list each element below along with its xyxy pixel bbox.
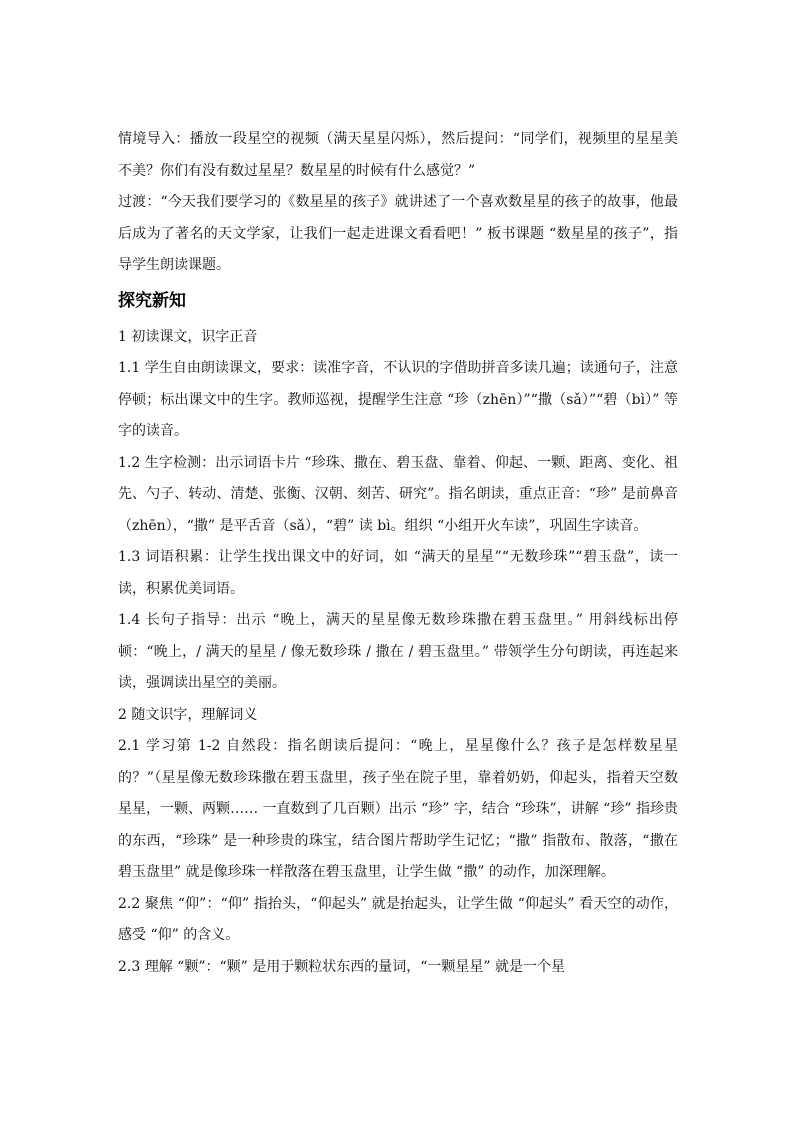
section-1-title: 1 初读课文，识字正音: [118, 328, 258, 345]
transition-paragraph: 过渡：“今天我们要学习的《数星星的孩子》就讲述了一个喜欢数星星的孩子的故事，他最后成为了著名的天文学家，让我们一起走进课文看看吧！” 板书课题 “数星星的孩子”，指导学生朗读课题。: [118, 194, 678, 273]
list-item: 1.1 学生自由朗读课文，要求：读准字音，不认识的字借助拼音多读几遍；读通句子，注意停顿；标出课文中的生字。教师巡视，提醒学生注意 “珍（zhēn）”“撒（sǎ）”“碧（bì）” 等字的读音。: [118, 360, 678, 439]
document-body: [118, 124, 678, 983]
list-item: 1.4 长句子指导：出示 “晚上，满天的星星像无数珍珠撒在碧玉盘里。” 用斜线标出停顿：“晚上，/ 满天的星星 / 像无数珍珠 / 撒在 / 碧玉盘里。” 带领学生分句朗读，再连起来读，强调读出星空的美丽。: [118, 612, 678, 691]
intro-paragraph: 情境导入：播放一段星空的视频（满天星星闪烁），然后提问：“同学们，视频里的星星美不美？你们有没有数过星星？数星星的时候有什么感觉？”: [118, 131, 678, 179]
list-item: 1.3 词语积累：让学生找出课文中的好词，如 “满天的星星”“无数珍珠”“碧玉盘”，读一读，积累优美词语。: [118, 549, 678, 597]
list-item: 1.2 生字检测：出示词语卡片 “珍珠、撒在、碧玉盘、靠着、仰起、一颗、距离、变化、祖先、勺子、转动、清楚、张衡、汉朝、刻苦、研究”。指名朗读，重点正音：“珍” 是前鼻音（zhēn），“撒” 是平舌音（sǎ），“碧” 读 bì。组织 “小组开火车读”，巩固生字读音。: [118, 454, 678, 534]
list-item: 2.1 学习第 1-2 自然段：指名朗读后提问：“晚上，星星像什么？孩子是怎样数星星的？”（星星像无数珍珠撒在碧玉盘里，孩子坐在院子里，靠着奶奶，仰起头，指着天空数星星，一颗、两颗…… 一直数到了几百颗）出示 “珍” 字，结合 “珍珠”，讲解 “珍” 指珍贵的东西，“珍珠” 是一种珍贵的珠宝，结合图片帮助学生记忆；“撒” 指散布、散落，“撒在碧玉盘里” 就是像珍珠一样散落在碧玉盘里，让学生做 “撒” 的动作，加深理解。: [118, 738, 678, 880]
section-heading: 探究新知: [118, 290, 186, 311]
list-item: 2.3 理解 “颗”：“颗” 是用于颗粒状东西的量词，“一颗星星” 就是一个星: [118, 958, 566, 975]
section-2-title: 2 随文识字，理解词义: [118, 706, 258, 723]
list-item: 2.2 聚焦 “仰”：“仰” 指抬头，“仰起头” 就是抬起头，让学生做 “仰起头” 看天空的动作，感受 “仰” 的含义。: [118, 895, 678, 943]
